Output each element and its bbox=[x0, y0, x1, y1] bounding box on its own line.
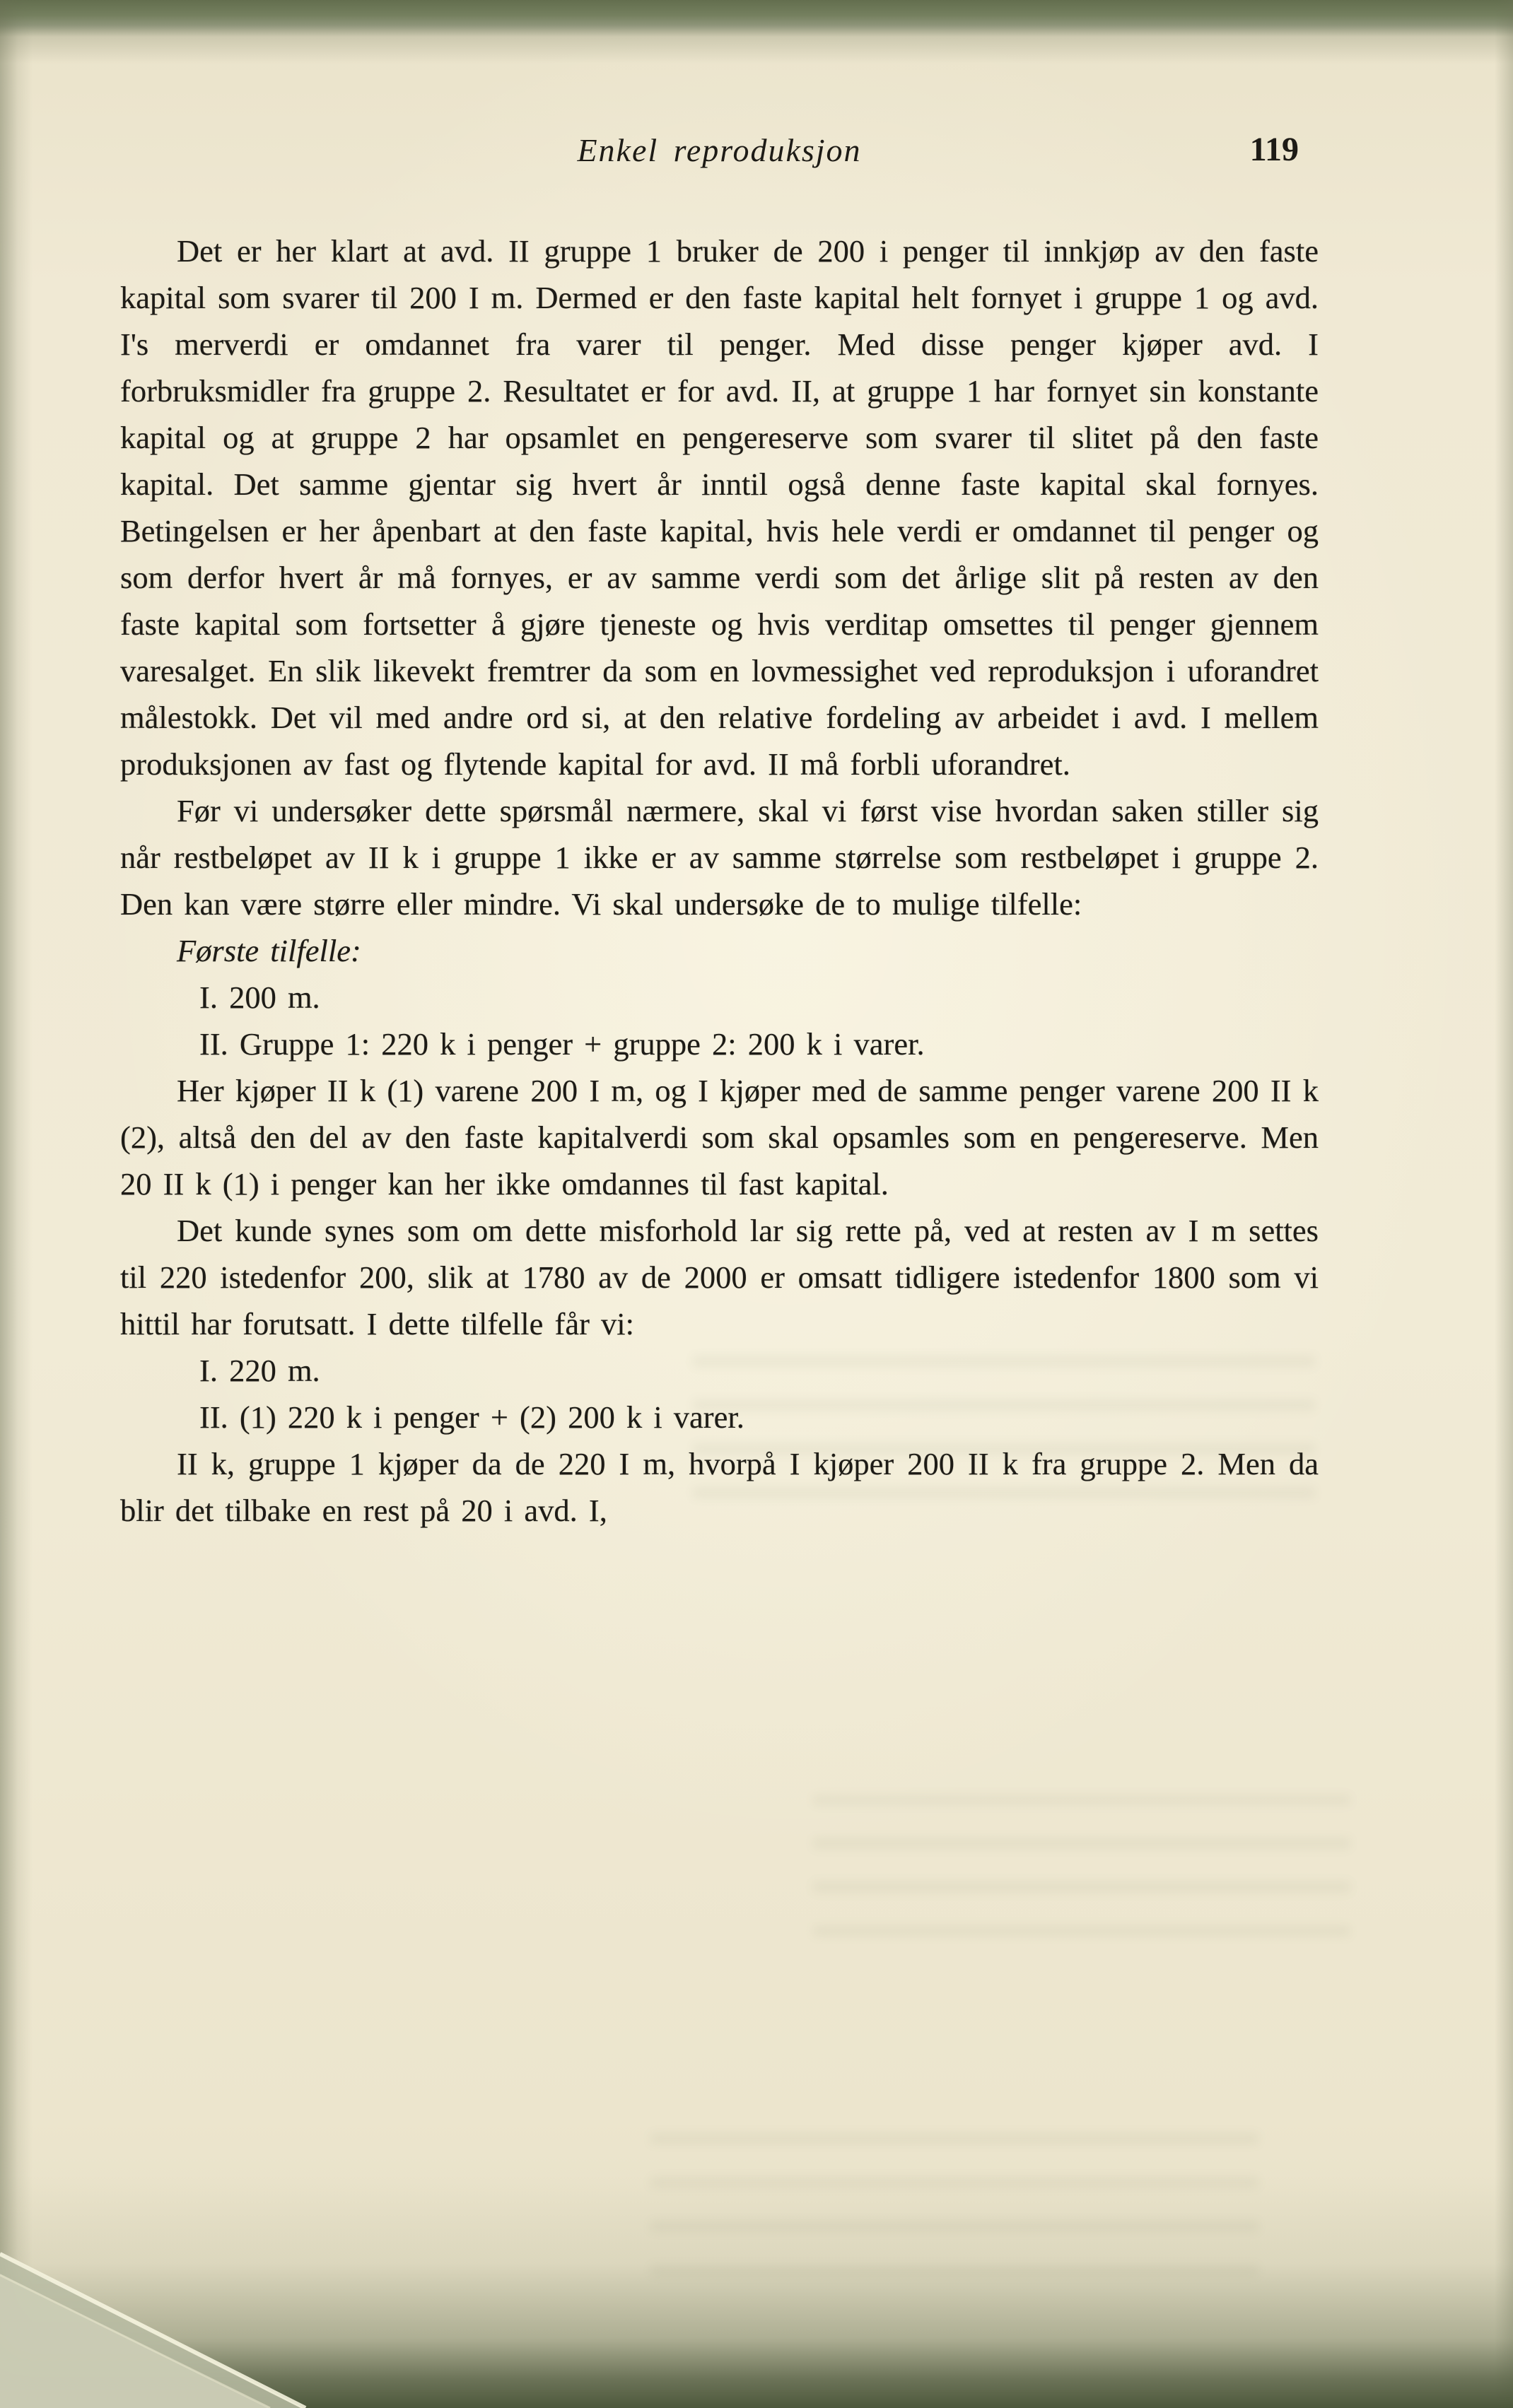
paragraph: Før vi undersøker dette spørsmål nærmere, skal vi først vise hvordan saken stiller sig når restbeløpet av II k i gruppe 1 ikke er av samme størrelse som restbeløpet i gruppe 2. Den kan være større eller mindre. Vi skal undersøke de to mulige tilfelle: bbox=[120, 793, 1319, 922]
scan-edge-top bbox=[0, 0, 1513, 64]
page-header bbox=[120, 131, 1319, 178]
list-item: II. (1) 220 k i penger + (2) 200 k i varer. bbox=[199, 1399, 744, 1435]
list-item: I. 200 m. bbox=[199, 980, 320, 1015]
paragraph: II k, gruppe 1 kjøper da de 220 I m, hvorpå I kjøper 200 II k fra gruppe 2. Men da blir det tilbake en rest på 20 i avd. I, bbox=[120, 1446, 1319, 1528]
bleedthrough-ghost-text bbox=[650, 2120, 1258, 2276]
list-item: I. 220 m. bbox=[199, 1353, 320, 1388]
scan-edge-left bbox=[0, 0, 33, 2408]
running-head-title: Enkel reproduksjon bbox=[577, 132, 862, 168]
text-block bbox=[120, 228, 1319, 1534]
page-number: 119 bbox=[1249, 131, 1299, 168]
page-corner-fold bbox=[0, 2168, 438, 2408]
paragraph: Det er her klart at avd. II gruppe 1 bruker de 200 i penger til innkjøp av den faste kapital som svarer til 200 I m. Dermed er den faste kapital helt fornyet i gruppe 1 og avd. I's merverdi er omdannet fra varer til penger. Med disse penger kjøper avd. I forbruksmidler fra gruppe 2. Resultatet er for avd. II, at gruppe 1 har fornyet sin konstante kapital og at gruppe 2 har opsamlet en pengereserve som svarer til slitet på den faste kapital. Det samme gjentar sig hvert år inntil også denne faste kapital skal fornyes. Betingelsen er her åpenbart at den faste kapital, hvis hele verdi er omdannet til penger og som derfor hvert år må fornyes, er av samme verdi som det årlige slit på resten av den faste kapital som fortsetter å gjøre tjeneste og hvis verditap omsettes til penger gjennem varesalget. En slik likevekt fremtrer da som en lovmessighet ved reproduksjon i uforandret målestokk. Det vil med andre ord si, at den relative fordeling av arbeidet i avd. I mellem produksjonen av fast og flytende kapital for avd. II må forbli uforandret. bbox=[120, 233, 1319, 782]
paragraph: Her kjøper II k (1) varene 200 I m, og I kjøper med de samme penger varene 200 II k (2), altså den del av den faste kapitalverdi som skal opsamles som en pengereserve. Men 20 II k (1) i penger kan her ikke omdannes til fast kapital. bbox=[120, 1073, 1319, 1202]
list-item: II. Gruppe 1: 220 k i penger + gruppe 2: 200 k i varer. bbox=[199, 1026, 925, 1062]
bleedthrough-ghost-text bbox=[813, 1795, 1350, 1937]
scan-edge-bottom bbox=[0, 2175, 1513, 2408]
section-lead-italic: Første tilfelle: bbox=[177, 933, 361, 968]
paragraph: Det kunde synes som om dette misforhold lar sig rette på, ved at resten av I m settes til 220 istedenfor 200, slik at 1780 av de 2000 er omsatt tidligere istedenfor 1800 som vi hittil har forutsatt. I dette tilfelle får vi: bbox=[120, 1213, 1319, 1341]
scan-edge-right bbox=[1495, 0, 1513, 2408]
